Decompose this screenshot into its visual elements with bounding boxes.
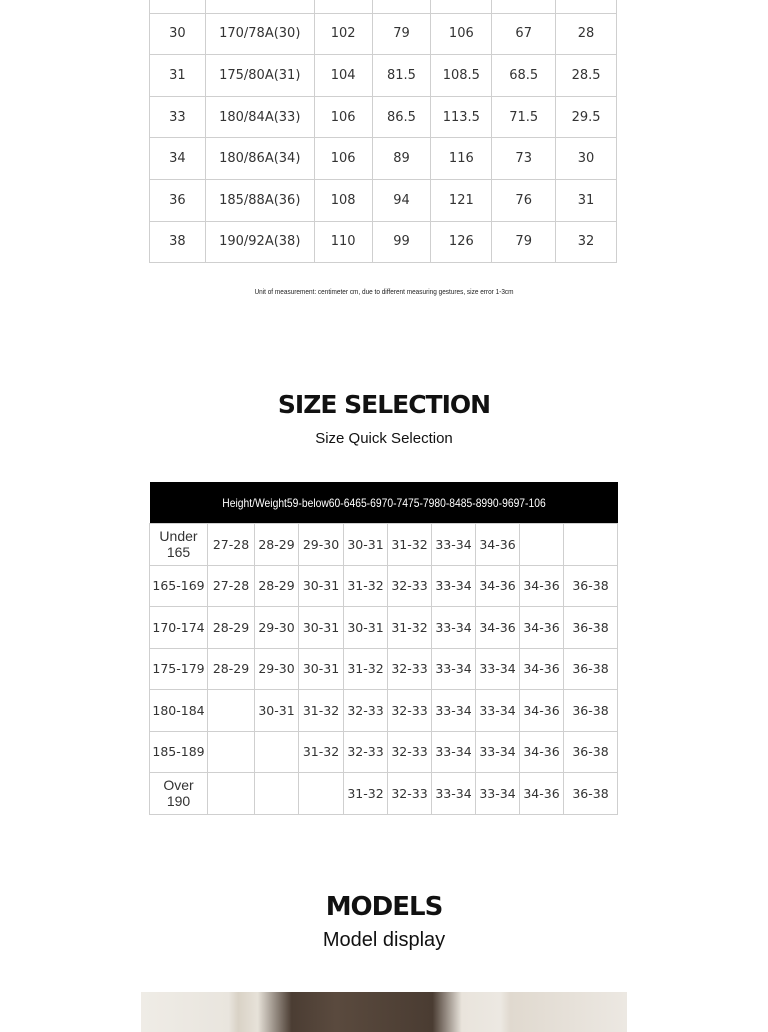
table-cell: 28-29 xyxy=(255,565,299,607)
table-cell: 81.5 xyxy=(372,55,431,97)
table-row xyxy=(150,221,617,263)
table-cell: 34-36 xyxy=(476,565,520,607)
table-cell: 71.5 xyxy=(492,96,556,138)
table-cell xyxy=(208,690,255,732)
table-cell: 32-33 xyxy=(388,690,432,732)
table-cell: 36-38 xyxy=(564,690,618,732)
table-cell: 108 xyxy=(314,179,372,221)
table-cell: 33-34 xyxy=(432,524,476,566)
table-cell: 34 xyxy=(150,138,206,180)
table-cell: 36-38 xyxy=(564,565,618,607)
table-cell: 32-33 xyxy=(344,690,388,732)
table-row xyxy=(150,524,618,566)
table-cell xyxy=(520,524,564,566)
table-cell: 32-33 xyxy=(388,648,432,690)
table-cell: 86.5 xyxy=(372,96,431,138)
table-cell: 33-34 xyxy=(432,565,476,607)
table-cell: 33-34 xyxy=(476,731,520,773)
table-cell: 32-33 xyxy=(388,731,432,773)
table-cell: 30 xyxy=(150,13,206,55)
models-title: MODELS xyxy=(325,892,443,922)
table-cell: 27-28 xyxy=(208,524,255,566)
table-cell: 116 xyxy=(431,138,492,180)
table-row xyxy=(150,565,618,607)
table-cell: 33-34 xyxy=(432,731,476,773)
table-cell: 32-33 xyxy=(344,731,388,773)
table-cell: 33-34 xyxy=(432,648,476,690)
size-selection-title: SIZE SELECTION xyxy=(277,390,491,419)
table-cell: 30-31 xyxy=(344,607,388,649)
size-selection-table xyxy=(149,482,618,815)
table-cell: 73 xyxy=(492,138,556,180)
table-cell: 34-36 xyxy=(476,524,520,566)
table-cell: 31-32 xyxy=(299,731,344,773)
table-cell: 190/92A(38) xyxy=(205,221,314,263)
table-cell: 94 xyxy=(372,179,431,221)
size-selection-subtitle: Size Quick Selection xyxy=(315,430,453,447)
table-header-row xyxy=(150,482,618,524)
table-cell: 34-36 xyxy=(520,773,564,815)
table-cell: 31 xyxy=(150,55,206,97)
table-header-cell xyxy=(150,482,618,524)
measurement-note: Unit of measurement: centimeter cm, due to different measuring gestures, size error 1-3cm xyxy=(254,287,514,296)
table-cell: 34-36 xyxy=(520,648,564,690)
table-row xyxy=(150,13,617,55)
table-cell: 34-36 xyxy=(520,690,564,732)
table-cell: 38 xyxy=(150,221,206,263)
size-chart-table xyxy=(149,0,617,263)
table-cell: 33-34 xyxy=(432,773,476,815)
table-cell: 33-34 xyxy=(476,773,520,815)
table-cell: 30-31 xyxy=(344,524,388,566)
table-cell: 126 xyxy=(431,221,492,263)
table-cell: 36-38 xyxy=(564,773,618,815)
row-label: 180-184 xyxy=(150,690,208,732)
table-cell: 113.5 xyxy=(431,96,492,138)
table-cell: 36-38 xyxy=(564,607,618,649)
table-cell: 34-36 xyxy=(476,607,520,649)
table-cell: 110 xyxy=(314,221,372,263)
table-cell xyxy=(564,524,618,566)
table-row xyxy=(150,607,618,649)
table-cell: 67 xyxy=(492,13,556,55)
table-cell: 30 xyxy=(556,138,617,180)
table-cell: 29-30 xyxy=(299,524,344,566)
table-cell: 185/88A(36) xyxy=(205,179,314,221)
table-cell xyxy=(255,773,299,815)
table-cell xyxy=(299,773,344,815)
table-cell: 33-34 xyxy=(476,690,520,732)
table-cell: 30-31 xyxy=(299,565,344,607)
table-cell: 27-28 xyxy=(208,565,255,607)
table-cell: 30-31 xyxy=(255,690,299,732)
table-cell: 29-30 xyxy=(255,648,299,690)
table-cell: 29-30 xyxy=(255,607,299,649)
table-cell: 104 xyxy=(314,55,372,97)
table-cell: 28-29 xyxy=(208,607,255,649)
table-cell: 28-29 xyxy=(255,524,299,566)
table-cell: 89 xyxy=(372,138,431,180)
row-label: Over 190 xyxy=(150,773,208,815)
table-cell: 76 xyxy=(492,179,556,221)
table-row xyxy=(150,138,617,180)
table-cell: 33-34 xyxy=(476,648,520,690)
table-cell xyxy=(208,731,255,773)
table-cell: 30-31 xyxy=(299,648,344,690)
table-cell: 31-32 xyxy=(344,565,388,607)
table-row xyxy=(150,55,617,97)
table-cell: 68.5 xyxy=(492,55,556,97)
table-row xyxy=(150,0,617,13)
row-label: 185-189 xyxy=(150,731,208,773)
table-cell: 175/80A(31) xyxy=(205,55,314,97)
table-cell: 180/84A(33) xyxy=(205,96,314,138)
table-row xyxy=(150,179,617,221)
table-row xyxy=(150,773,618,815)
table-cell: 33 xyxy=(150,96,206,138)
row-label: Under 165 xyxy=(150,524,208,566)
table-cell: 180/86A(34) xyxy=(205,138,314,180)
table-cell: 36-38 xyxy=(564,648,618,690)
table-cell: 28.5 xyxy=(556,55,617,97)
table-cell: 106 xyxy=(431,13,492,55)
table-cell: 32-33 xyxy=(388,773,432,815)
table-header-text: Height/Weight59-below60-6465-6970-7475-7980-8485-8990-9697-106 xyxy=(221,496,546,510)
table-cell: 31-32 xyxy=(344,773,388,815)
table-cell: 108.5 xyxy=(431,55,492,97)
table-cell: 33-34 xyxy=(432,607,476,649)
table-cell: 106 xyxy=(314,96,372,138)
table-cell: 99 xyxy=(372,221,431,263)
table-cell: 34-36 xyxy=(520,607,564,649)
table-cell: 79 xyxy=(372,13,431,55)
row-label: 170-174 xyxy=(150,607,208,649)
table-cell: 31-32 xyxy=(388,524,432,566)
table-cell: 30-31 xyxy=(299,607,344,649)
table-cell: 32-33 xyxy=(388,565,432,607)
table-row xyxy=(150,96,617,138)
table-cell: 29.5 xyxy=(556,96,617,138)
table-cell: 31 xyxy=(556,179,617,221)
model-photo xyxy=(141,992,627,1032)
table-cell: 36-38 xyxy=(564,731,618,773)
table-row xyxy=(150,690,618,732)
row-label: 165-169 xyxy=(150,565,208,607)
table-cell: 79 xyxy=(492,221,556,263)
table-cell: 28 xyxy=(556,13,617,55)
table-cell: 106 xyxy=(314,138,372,180)
row-label: 175-179 xyxy=(150,648,208,690)
table-row xyxy=(150,731,618,773)
models-subtitle: Model display xyxy=(322,929,446,951)
table-row xyxy=(150,648,618,690)
table-cell: 31-32 xyxy=(388,607,432,649)
table-cell: 34-36 xyxy=(520,565,564,607)
table-cell: 33-34 xyxy=(432,690,476,732)
table-cell: 36 xyxy=(150,179,206,221)
table-cell: 28-29 xyxy=(208,648,255,690)
table-cell: 31-32 xyxy=(344,648,388,690)
table-cell: 121 xyxy=(431,179,492,221)
table-cell: 32 xyxy=(556,221,617,263)
table-cell xyxy=(208,773,255,815)
table-cell xyxy=(255,731,299,773)
table-cell: 34-36 xyxy=(520,731,564,773)
table-cell: 31-32 xyxy=(299,690,344,732)
table-cell: 102 xyxy=(314,13,372,55)
table-cell: 170/78A(30) xyxy=(205,13,314,55)
